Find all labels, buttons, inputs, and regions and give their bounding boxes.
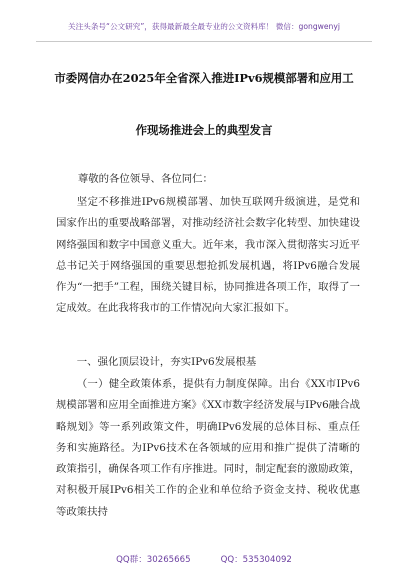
contact-footer — [0, 553, 408, 565]
paragraph-intro: 坚定不移推进IPv6规模部署、加快互联网升级演进，是党和国家作出的重要战略部署，对推动经济社会数字化转型、加快建设网络强国和数字中国意义重大。近年来，我市深入贯彻落实习近平总书记关于网络强国的重要思想抢抓发展机遇，将IPv6融合发展作为“一把手”工程，围绕关键目标，协同推进各项工作，取得了一定成效。在此我将我市的工作情况向大家汇报如下。 — [56, 196, 360, 315]
promo-banner: 关注头条号“公文研究”，获得最新最全最专业的公文资料库！ 微信：gongwenyj — [68, 22, 340, 31]
qq-number: QQ：535304092 — [220, 555, 292, 565]
qq-group-number: QQ群：30265665 — [116, 555, 191, 565]
section-heading-1: 一、强化顶层设计，夯实IPv6发展根基 — [76, 356, 257, 368]
document-title-line1: 市委网信办在2025年全省深入推进IPv6规模部署和应用工 — [54, 71, 354, 85]
paragraph-policy: （一）健全政策体系，提供有力制度保障。出台《XX市IPv6规模部署和应用全面推进方案》《XX市数字经济发展与IPv6融合战略规划》等一系列政策文件，明确IPv6发展的总体目标、重点任务和实施路径。为IPv6技术在各领域的应用和推广提供了清晰的政策指引，确保各项工作有序推进。同时，制定配套的激励政策，对积极开展IPv6相关工作的企业和单位给予资金支持、税收优惠等政策扶持 — [56, 378, 360, 518]
header-divider — [36, 41, 372, 42]
greeting: 尊敬的各位领导、各位同仁： — [77, 173, 213, 185]
document-title-line2: 作现场推进会上的典型发言 — [135, 123, 273, 137]
